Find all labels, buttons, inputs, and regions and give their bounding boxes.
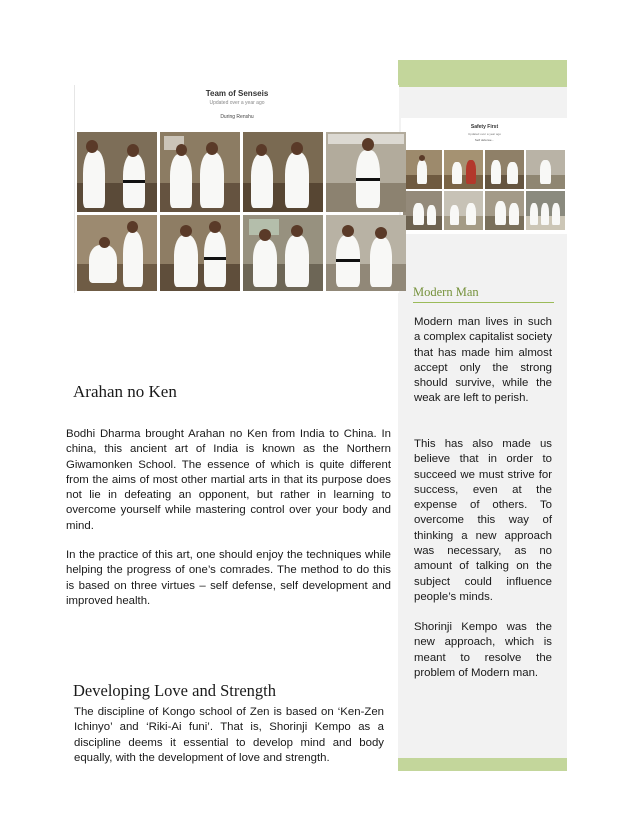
side-photo	[526, 150, 565, 189]
sidebar-bottom-accent-bar	[398, 758, 567, 771]
side-collage-caption: Self defense...	[474, 138, 495, 142]
side-photo	[485, 150, 524, 189]
sidebar-top-accent-bar	[398, 60, 567, 87]
modern-man-paragraph-3: Shorinji Kempo was the new approach, which is meant to resolve the problem of Modern man.	[414, 621, 552, 679]
karate-photo	[160, 132, 240, 212]
modern-man-paragraph-1: Modern man lives in such a complex capitalist society that has made him almost accept only the strong should survive, while the weak are left to perish.	[414, 316, 553, 405]
love-and-strength-heading: Developing Love and Strength	[73, 681, 276, 700]
side-collage-subtitle: Updated over a year ago	[467, 132, 502, 136]
arahan-paragraph-2: In the practice of this art, one should enjoy the techniques while helping the progress of one’s comrades. The method to do this is based on three virtues – self defense, self development and improved health.	[66, 549, 391, 607]
side-photo	[403, 191, 442, 230]
side-photo	[444, 150, 483, 189]
modern-man-heading: Modern Man	[413, 285, 479, 299]
collage-caption: During Renshu	[220, 114, 254, 120]
modern-man-divider	[413, 302, 554, 303]
karate-photo	[77, 132, 157, 212]
side-collage-title: Safety First	[470, 124, 499, 130]
collage-subtitle: Updated over a year ago	[209, 100, 265, 106]
karate-photo	[243, 132, 323, 212]
karate-photo	[77, 215, 157, 291]
side-photo	[444, 191, 483, 230]
safety-first-photo-collage	[401, 118, 568, 234]
arahan-paragraph-1: Bodhi Dharma brought Arahan no Ken from India to China. In china, this ancient art of India is known as the Northern Giwamonken School. The essence of which is quite different from the aims of most other martial arts in that its purpose does not lie in defeating an opponent, but rather in learning to overcome yourself while mastering control over your body and mind.	[66, 428, 391, 532]
karate-photo	[160, 215, 240, 291]
side-photo	[485, 191, 524, 230]
side-photo	[403, 150, 442, 189]
arahan-no-ken-heading: Arahan no Ken	[73, 382, 177, 401]
collage-title: Team of Senseis	[205, 89, 269, 98]
modern-man-paragraph-2: This has also made us believe that in order to succeed we must strive for success, even at the expense of others. To overcome this way of thinking a new approach was necessary, as no amount of talking on the subject could influence people’s minds.	[414, 438, 552, 603]
love-and-strength-paragraph: The discipline of Kongo school of Zen is based on ‘Ken-Zen Ichinyo’ and ‘Riki-Ai funi’. That is, Shorinji Kempo as a discipline deems it essential to develop mind and body equally, with the development of love and strength.	[74, 706, 384, 764]
side-photo	[526, 191, 565, 230]
karate-photo	[326, 132, 406, 212]
karate-photo	[326, 215, 406, 291]
team-of-senseis-photo-collage	[74, 85, 399, 293]
karate-photo	[243, 215, 323, 291]
